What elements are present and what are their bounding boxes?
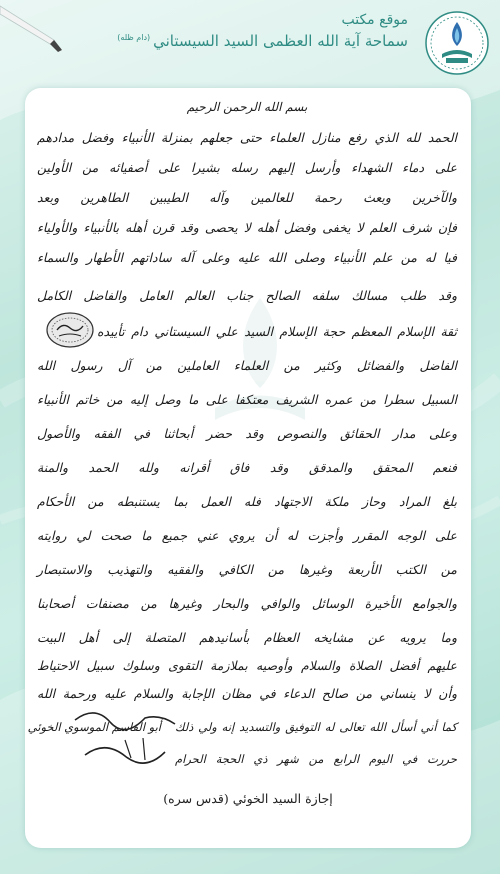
site-title [88,32,408,50]
manuscript-line: الفاضل والفضائل وكثير من العلماء العاملين من آل رسول الله [37,358,457,373]
seal-icon [45,310,95,350]
site-title-text: سماحة آية الله العظمى السيد السيستاني [153,32,408,50]
manuscript-line: فإن شرف العلم لا يخفى وفضل أهله لا يحصى وقد قرن أهله بالأنبياء والأولياء [37,220,457,235]
manuscript-line: السبيل سطرا من عمره الشريف معتكفا على ما وصل إليه من خاتم الأنبياء [37,392,457,407]
manuscript-line: عليهم أفضل الصلاة والسلام وأوصيه بملازمة التقوى وسلوك سبيل الاحتياط [37,658,457,673]
manuscript-image [25,88,471,778]
pen-icon [0,0,70,56]
manuscript-line: على دماء الشهداء وأرسل إليهم رسله بشيرا على أصفيائه من الأولين [37,160,457,175]
manuscript-line: من الكتب الأربعة وغيرها من الكافي والفقيه والتهذيب والاستبصار [37,562,457,577]
closing-date-line: حررت في اليوم الرابع من شهر ذي الحجة الحرام [175,752,457,766]
closing-line: كما أني أسأل الله تعالى له التوفيق والتسديد إنه ولي ذلك [175,720,457,734]
manuscript-line: وما يرويه عن مشايخه العظام بأسانيدهم المتصلة إلى أهل البيت [37,630,457,645]
site-header [0,0,500,82]
manuscript-line: وأن لا ينساني من صالح الدعاء في مظان الإجابة والسلام عليه ورحمة الله [37,686,457,701]
document-card [25,88,471,848]
manuscript-line: والجوامع الأخيرة الوسائل والوافي والبحار وغيرها من مصنفات أصحابنا [37,596,457,611]
signature-name: أبو القاسم الموسوي الخوئي [27,720,161,734]
manuscript-line: وعلى مدار الحقائق والنصوص وقد حضر أبحاثنا في الفقه والأصول [37,426,457,441]
manuscript-line: على الوجه المقرر وأجزت له أن يروي عني جميع ما صحت لي روايته [37,528,457,543]
manuscript-line: والآخرين وبعث رحمة للعالمين وآله الطيبين الطاهرين وبعد [37,190,457,205]
honorific: (دام ظله) [117,33,151,42]
manuscript-line: فنعم المحقق والمدقق وقد فاق أقرانه ولله الحمد والمنة [37,460,457,475]
site-name: موقع مكتب [341,12,408,28]
manuscript-line: بلغ المراد وحاز ملكة الاجتهاد فله العمل بما يستنبطه من الأحكام [37,494,457,509]
document-caption: إجازة السيد الخوئي (قدس سره) [163,791,333,806]
manuscript-line: وقد طلب مسالك سلفه الصالح جناب العالم العامل والفاضل الكامل [37,288,457,303]
manuscript-line: ثقة الإسلام المعظم حجة الإسلام السيد علي السيستاني دام تأييده [97,324,457,339]
basmala: بسم الله الرحمن الرحيم [186,100,308,114]
signature-scribble-icon [65,700,185,770]
manuscript-line: الحمد لله الذي رفع منازل العلماء حتى جعلهم بمنزلة الأنبياء وفضل مدادهم [37,130,457,145]
office-logo-icon[interactable] [424,10,490,76]
manuscript-line: فيا له من علم الأنبياء وصلى الله عليه وعلى آله ساداتهم الأطهار والسماء [37,250,457,265]
